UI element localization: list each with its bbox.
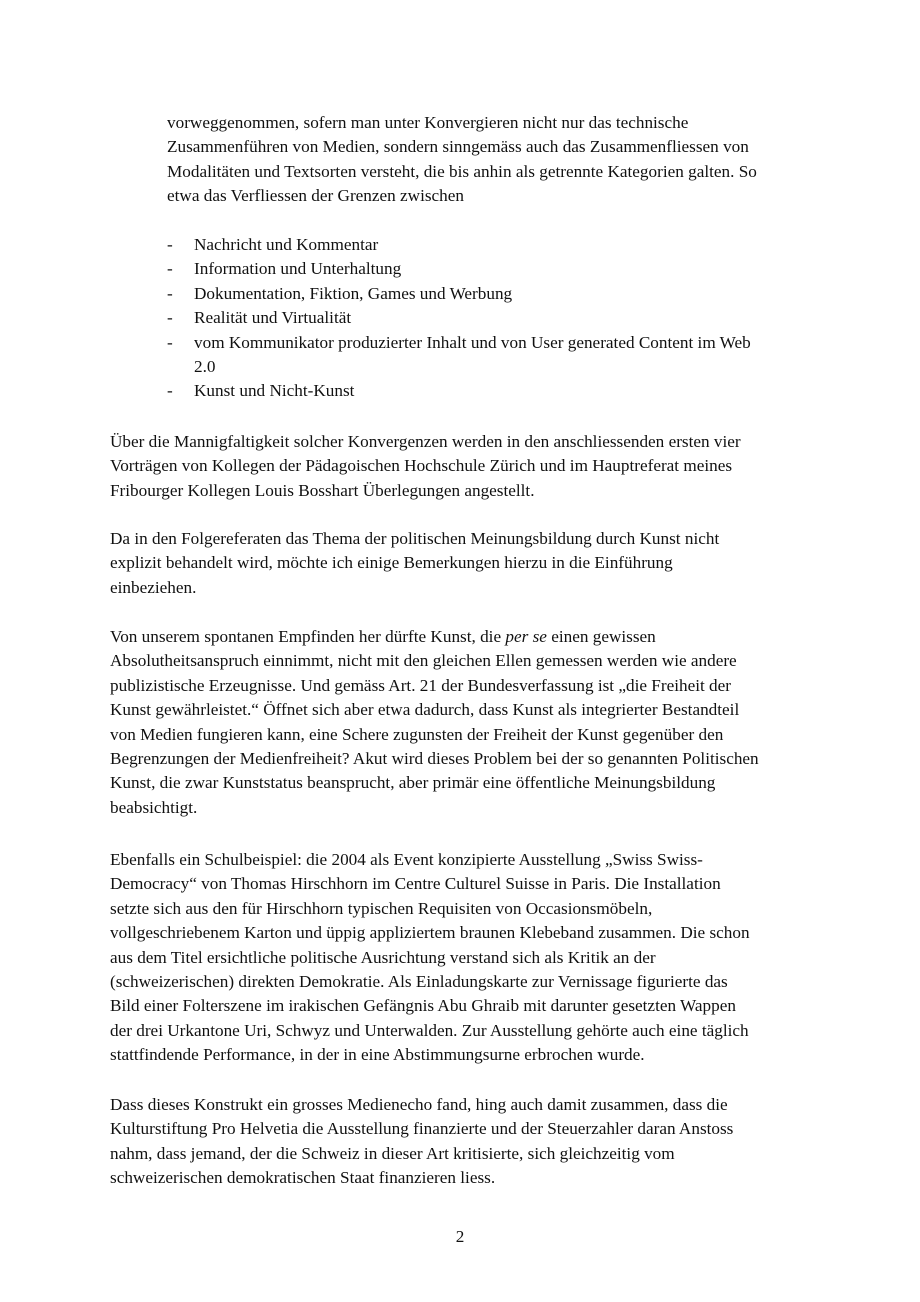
text-line: explizit behandelt wird, möchte ich einige Bemerkungen hierzu in die Einführung bbox=[110, 553, 673, 573]
text-line: publizistische Erzeugnisse. Und gemäss Art. 21 der Bundesverfassung ist „die Freiheit der bbox=[110, 675, 731, 695]
text-line: Kunst, die zwar Kunststatus beansprucht, aber primär eine öffentliche Meinungsbildung bbox=[110, 773, 716, 793]
text-line: setzte sich aus den für Hirschhorn typischen Requisiten von Occasionsmöbeln, bbox=[110, 898, 653, 918]
text-line: Modalitäten und Textsorten versteht, die bis anhin als getrennte Kategorien galten. So bbox=[167, 161, 757, 181]
list-item-text: vom Kommunikator produzierter Inhalt und von User generated Content im Web bbox=[194, 332, 751, 352]
paragraph-convergence bbox=[110, 430, 741, 503]
list-item bbox=[167, 306, 751, 330]
italic-term: per se bbox=[505, 627, 547, 646]
text-line: etwa das Verfliessen der Grenzen zwischen bbox=[167, 186, 464, 206]
list-item bbox=[167, 282, 751, 306]
text-line: Kunst gewährleistet.“ Öffnet sich aber etwa dadurch, dass Kunst als integrierter Bestandteil bbox=[110, 700, 740, 720]
list-item-text: Dokumentation, Fiktion, Games und Werbung bbox=[194, 283, 513, 303]
list-dash: - bbox=[167, 308, 173, 328]
intro-paragraph bbox=[167, 111, 757, 209]
text-line: Kulturstiftung Pro Helvetia die Ausstellung finanzierte und der Steuerzahler daran Anstoss bbox=[110, 1119, 734, 1139]
text-line: beabsichtigt. bbox=[110, 797, 198, 817]
list-item bbox=[167, 257, 751, 281]
list-item-text: Realität und Virtualität bbox=[194, 308, 352, 328]
list-dash: - bbox=[167, 332, 173, 352]
text-line: stattfindende Performance, in der in eine Abstimmungsurne erbrochen wurde. bbox=[110, 1045, 645, 1065]
text-line: Dass dieses Konstrukt ein grosses Medienecho fand, hing auch damit zusammen, dass die bbox=[110, 1095, 728, 1114]
list-item-text-continued: 2.0 bbox=[194, 356, 216, 376]
list-dash: - bbox=[167, 259, 173, 279]
text-line: Fribourger Kollegen Louis Bosshart Überlegungen angestellt. bbox=[110, 480, 535, 500]
text-line: einbeziehen. bbox=[110, 577, 197, 597]
text-line: Absolutheitsanspruch einnimmt, nicht mit den gleichen Ellen gemessen werden wie andere bbox=[110, 651, 737, 671]
paragraph-media-echo bbox=[110, 1093, 733, 1191]
text-line: nahm, dass jemand, der die Schweiz in dieser Art kritisierte, sich gleichzeitig vom bbox=[110, 1143, 675, 1163]
boundary-list bbox=[167, 233, 751, 404]
text-line: Democracy“ von Thomas Hirschhorn im Centre Culturel Suisse in Paris. Die Installation bbox=[110, 874, 721, 894]
text-line: Vorträgen von Kollegen der Pädagoischen Hochschule Zürich und im Hauptreferat meines bbox=[110, 456, 733, 476]
text-line: vorweggenommen, sofern man unter Konvergieren nicht nur das technische bbox=[167, 113, 689, 132]
page-number: 2 bbox=[455, 1227, 465, 1246]
text-line: Da in den Folgereferaten das Thema der politischen Meinungsbildung durch Kunst nicht bbox=[110, 529, 720, 548]
text-line: Ebenfalls ein Schulbeispiel: die 2004 als Event konzipierte Ausstellung „Swiss Swiss- bbox=[110, 850, 703, 869]
text-line: schweizerischen demokratischen Staat finanzieren liess. bbox=[110, 1168, 496, 1188]
text-line: vollgeschriebenem Karton und üppig appliziertem braunen Klebeband zusammen. Die schon bbox=[110, 923, 750, 943]
text-line: Zusammenführen von Medien, sondern sinngemäss auch das Zusammenfliessen von bbox=[167, 137, 749, 157]
text-line: aus dem Titel ersichtliche politische Ausrichtung verstand sich als Kritik an der bbox=[110, 947, 656, 967]
text-line: Begrenzungen der Medienfreiheit? Akut wird dieses Problem bei der so genannten Politischen bbox=[110, 748, 759, 768]
list-item bbox=[167, 331, 751, 380]
paragraph-hirschhorn-exhibition bbox=[110, 848, 750, 1068]
text-run: einen gewissen bbox=[546, 627, 656, 646]
text-line bbox=[110, 625, 759, 649]
list-item bbox=[167, 379, 751, 403]
text-line: (schweizerischen) direkten Demokratie. Als Einladungskarte zur Vernissage figurierte das bbox=[110, 971, 728, 991]
paragraph-political-opinion bbox=[110, 527, 719, 600]
list-dash: - bbox=[167, 381, 173, 401]
text-line: Bild einer Folterszene im irakischen Gefängnis Abu Ghraib mit darunter gesetzten Wappen bbox=[110, 996, 736, 1016]
list-dash: - bbox=[167, 235, 173, 254]
text-line: der drei Urkantone Uri, Schwyz und Unterwalden. Zur Ausstellung gehörte auch eine täglich bbox=[110, 1020, 749, 1040]
list-dash: - bbox=[167, 283, 173, 303]
list-item-text: Kunst und Nicht-Kunst bbox=[194, 381, 355, 401]
text-line: von Medien fungieren kann, eine Schere zugunsten der Freiheit der Kunst gegenüber den bbox=[110, 724, 724, 744]
list-item-text: Nachricht und Kommentar bbox=[194, 235, 379, 254]
list-item bbox=[167, 233, 751, 257]
paragraph-art-freedom bbox=[110, 625, 759, 820]
list-item-text: Information und Unterhaltung bbox=[194, 259, 402, 279]
text-run: Von unserem spontanen Empfinden her dürfte Kunst, die bbox=[110, 627, 506, 646]
text-line: Über die Mannigfaltigkeit solcher Konvergenzen werden in den anschliessenden ersten vier bbox=[110, 432, 741, 451]
